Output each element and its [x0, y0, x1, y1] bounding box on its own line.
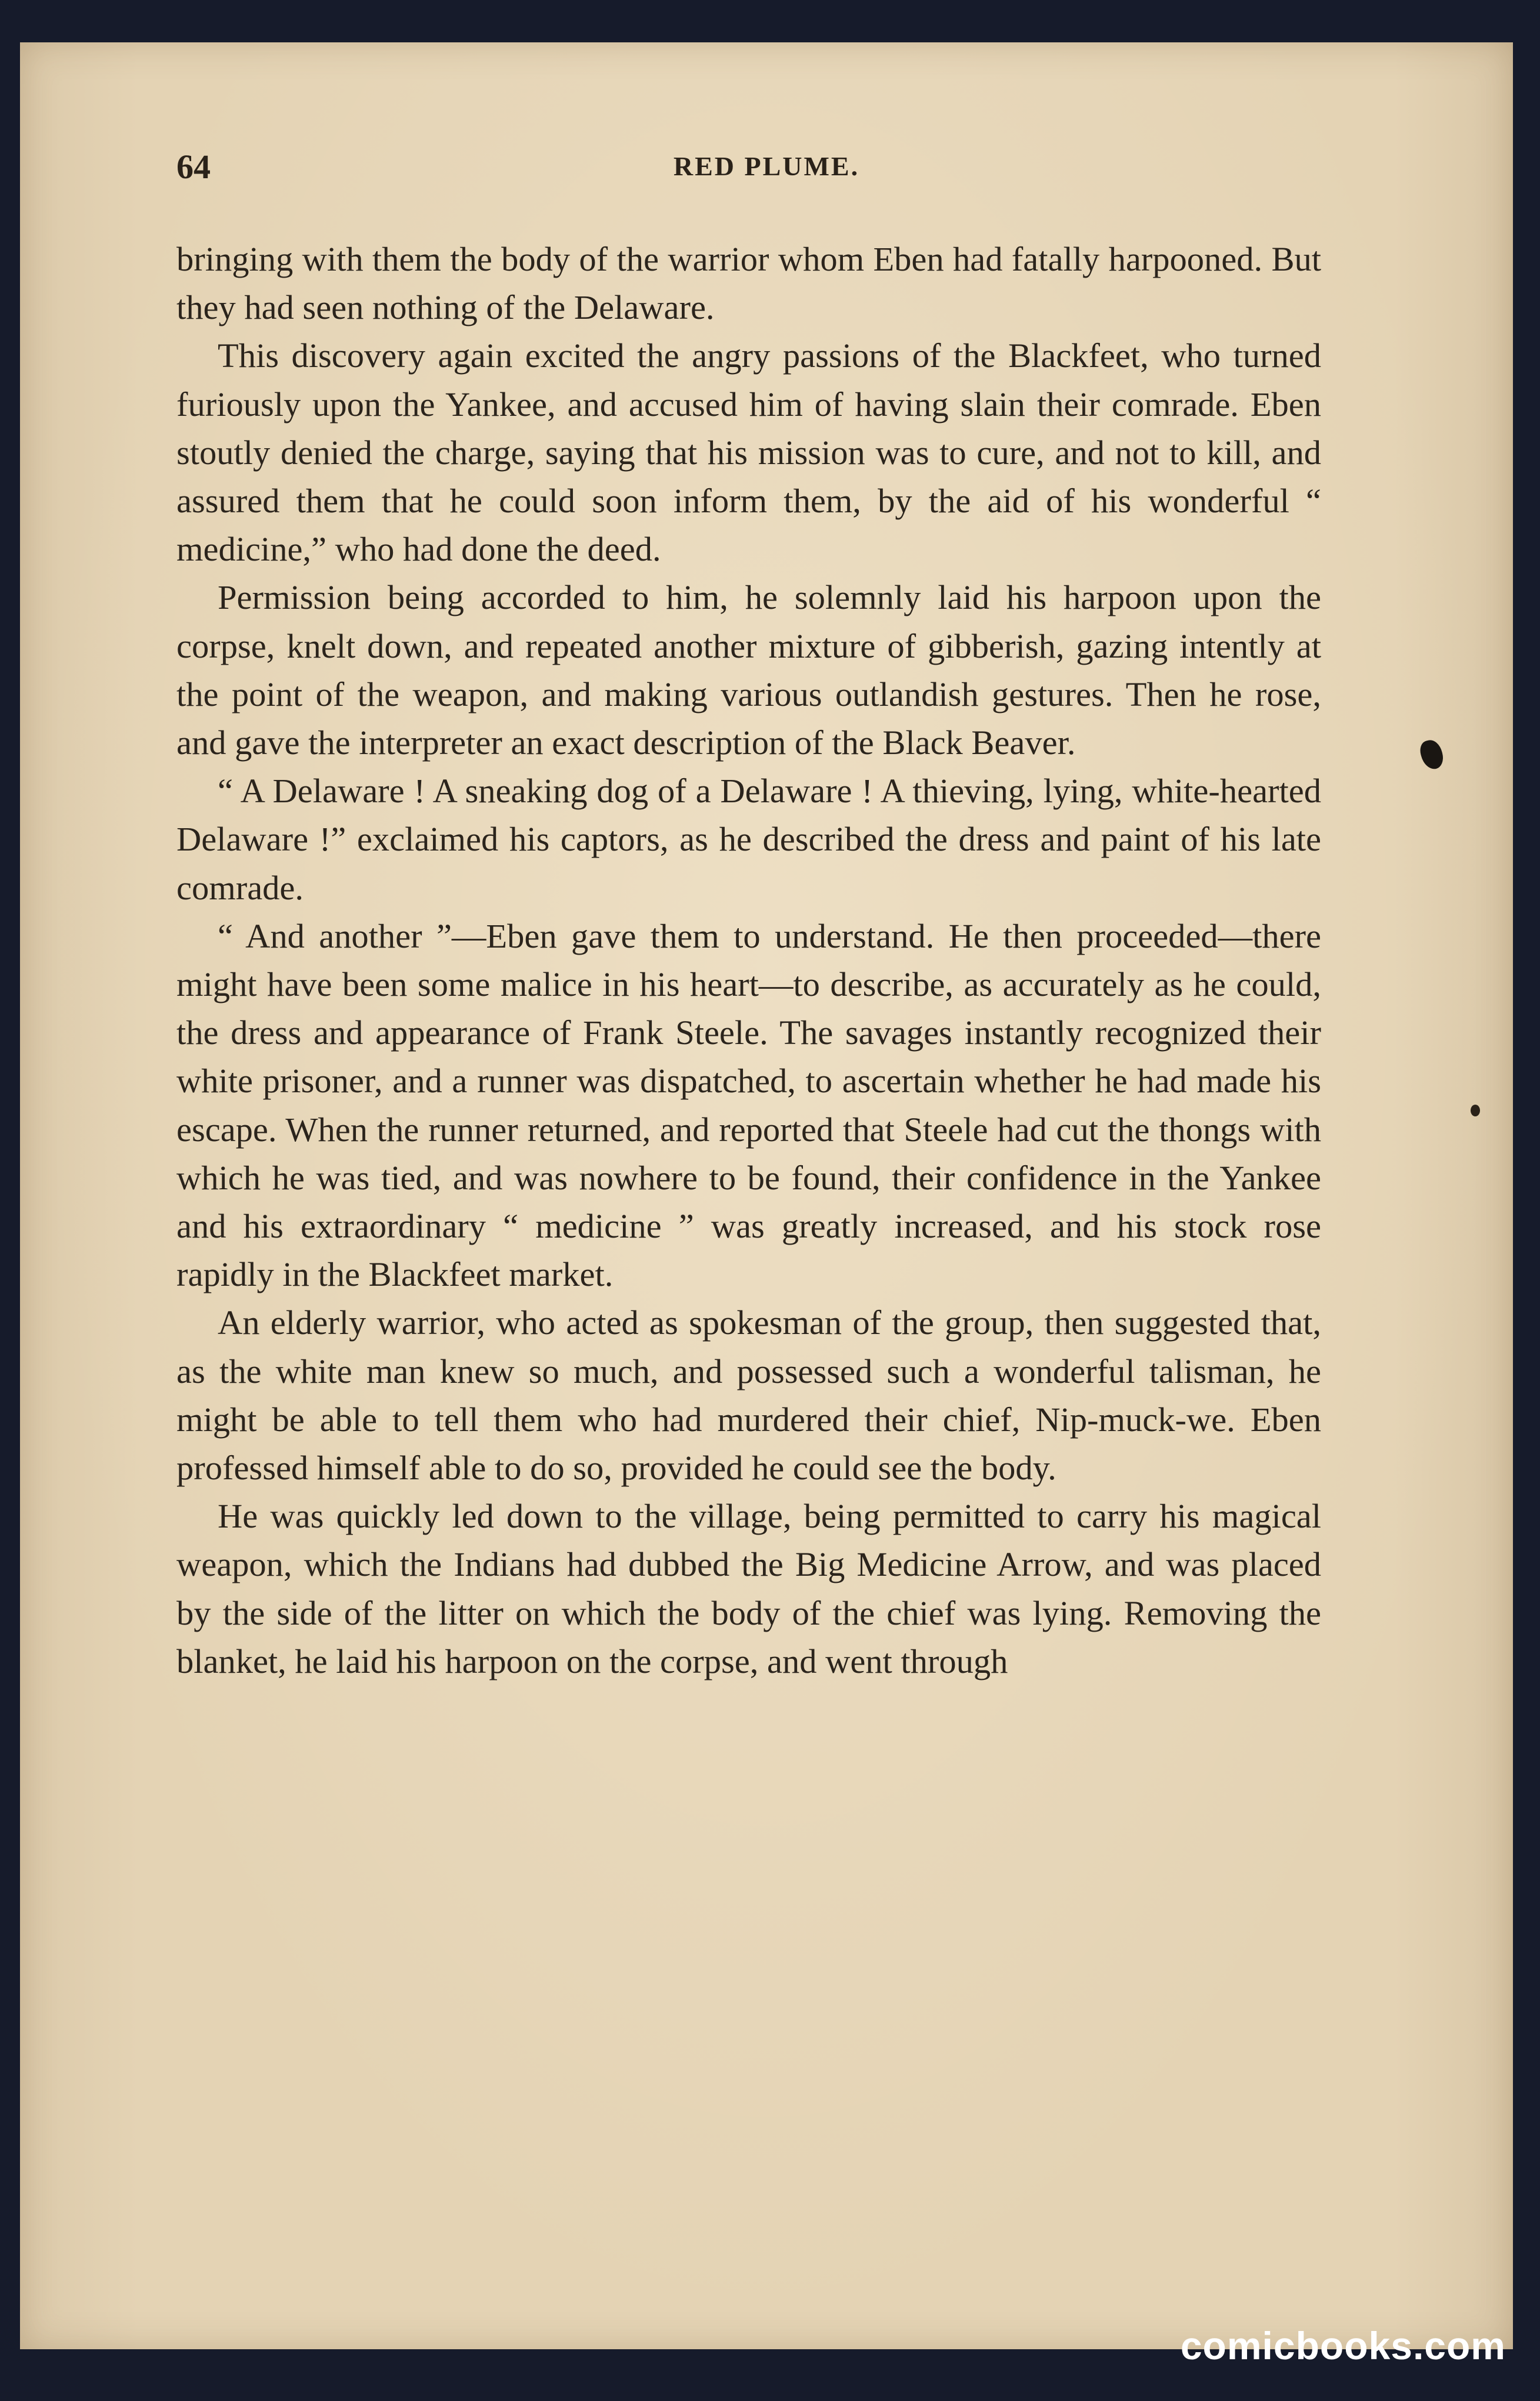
ink-dot-mark [1471, 1105, 1480, 1116]
book-page [20, 42, 1513, 2349]
paragraph-2: This discovery again excited the angry passions of the Blackfeet, who turned furiously upon the Yankee, and accused him of having slain their comrade. Eben stoutly denied the charge, saying that his mission was to cure, and not to kill, and assured them that he could soon inform them, by the aid of his wonderful “ medicine,” who had done the deed. [176, 336, 1321, 569]
ink-blot-mark [1418, 738, 1445, 771]
paragraph-7: He was quickly led down to the village, being permitted to carry his magical weapon, which the Indians had dubbed the Big Medicine Arrow, and was placed by the side of the litter on which the body of the chief was lying. Removing the blanket, he laid his harpoon on the corpse, and went through [176, 1497, 1321, 1680]
paragraph-6: An elderly warrior, who acted as spokesman of the group, then suggested that, as the white man knew so much, and possessed such a wonderful talisman, he might be able to tell them who had murdered their chief, Nip-muck-we. Eben professed himself able to do so, provided he could see the body. [176, 1303, 1321, 1488]
paragraph-3: Permission being accorded to him, he solemnly laid his harpoon upon the corpse, knelt down, and repeated another mixture of gibberish, gazing intently at the point of the weapon, and making various outlandish gestures. Then he rose, and gave the interpreter an exact description of the Black Beaver. [176, 578, 1321, 762]
page-number: 64 [176, 148, 211, 186]
running-title: RED PLUME. [673, 151, 860, 181]
watermark-logo: comicbooks.com [1180, 2324, 1506, 2367]
running-head [159, 147, 1374, 194]
paragraph-1: bringing with them the body of the warrior whom Eben had fatally harpooned. But they had seen nothing of the Delaware. [176, 240, 1321, 327]
body-text [176, 235, 1321, 1686]
paragraph-4: “ A Delaware ! A sneaking dog of a Delaware ! A thieving, lying, white-hearted Delaware !” exclaimed his captors, as he described the dress and paint of his late comrade. [176, 772, 1321, 907]
paragraph-5: “ And another ”—Eben gave them to understand. He then proceeded—there might have been some malice in his heart—to describe, as accurately as he could, the dress and appearance of Frank Steele. The savages instantly recognized their white prisoner, and a runner was dispatched, to ascertain whether he had made his escape. When the runner returned, and reported that Steele had cut the thongs with which he was tied, and was nowhere to be found, their confidence in the Yankee and his extraordinary “ medicine ” was greatly increased, and his stock rose rapidly in the Blackfeet market. [176, 916, 1321, 1294]
